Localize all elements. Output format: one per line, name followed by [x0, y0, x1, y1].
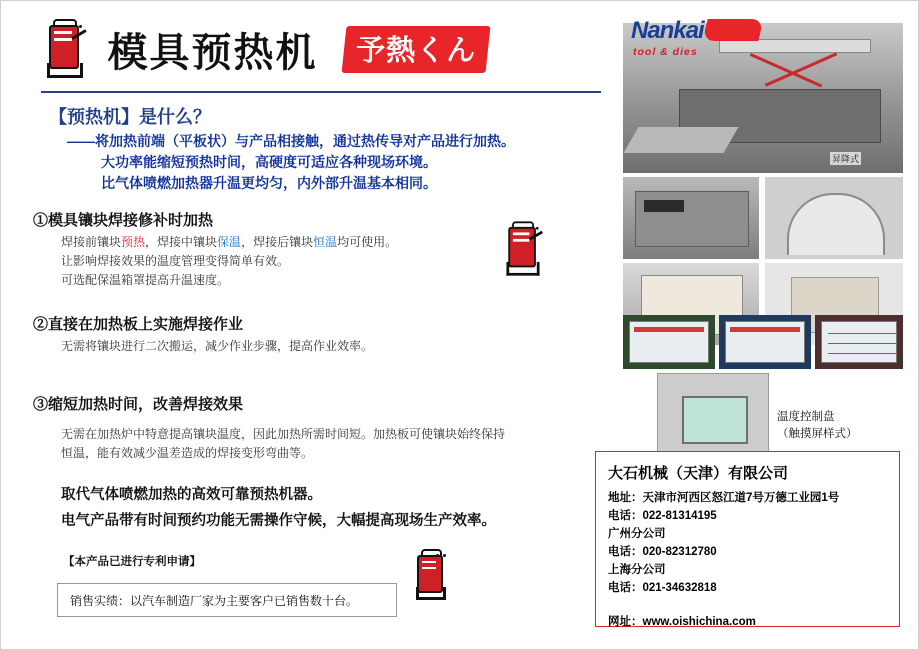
brand-logo	[631, 17, 761, 61]
header-divider	[41, 91, 601, 93]
intro-line-1: ——将加热前端（平板状）与产品相接触，通过热传导对产品进行加热。	[67, 133, 515, 149]
product-logo-badge	[341, 26, 490, 73]
document-header	[41, 19, 601, 91]
photo-insulation-cover	[765, 177, 903, 259]
s1l1-highlight-keepwarm: 保温	[217, 235, 242, 249]
company-tel-shanghai: 电话：021-34632818	[608, 582, 717, 594]
photo-touch-screen	[682, 396, 748, 444]
control-panel-caption-line-1: 温度控制盘	[777, 411, 835, 423]
brand-swoosh-icon	[702, 19, 763, 41]
photo-machine-side	[623, 177, 759, 259]
photo-screen-3-display	[821, 321, 897, 363]
intro-paragraph	[67, 131, 597, 194]
intro-line-2: 大功率能缩短预热时间，高硬度可适应各种现场环境。	[101, 154, 437, 170]
photo-cover-arch	[787, 193, 885, 255]
section-heading-2: ②直接在加热板上实施焊接作业	[33, 316, 244, 333]
intro-line-3: 比气体喷燃加热器升温更均匀，内外部升温基本相同。	[101, 175, 437, 191]
section-heading-1: ①模具镶块焊接修补时加热	[33, 212, 214, 229]
section-body-2	[61, 337, 581, 356]
intro-question: 【预热机】是什么？	[49, 107, 211, 127]
photo-led-display	[644, 200, 684, 212]
mascot-eye-right	[79, 25, 82, 28]
sales-note-text: 销售实绩：以汽车制造厂家为主要客户已销售数十台。	[70, 593, 359, 608]
photo-screen-1	[623, 315, 715, 369]
mascot-legs	[47, 63, 83, 78]
section-heading-3: ③缩短加热时间，改善焊接效果	[33, 396, 244, 413]
control-panel-caption	[777, 409, 907, 443]
company-branch-shanghai: 上海分公司	[608, 564, 666, 576]
s1l1-highlight-preheat: 预热	[121, 235, 146, 249]
company-name: 大石机械（天津）有限公司	[608, 465, 789, 482]
photo-screen-3-graph	[815, 315, 903, 369]
company-info-box	[595, 451, 900, 627]
section-1-line-2: 让影响焊接效果的温度管理变得简单有效。	[61, 254, 290, 268]
section-3-line-1: 无需在加热炉中特意提高镶块温度，因此加热所需时间短。加热板可使镶块始终保持	[61, 427, 506, 441]
photo-panel	[635, 191, 749, 247]
company-tel-guangzhou: 电话：020-82312780	[608, 546, 717, 558]
conclusion-line-1: 取代气体喷燃加热的高效可靠预热机器。	[61, 487, 322, 503]
section-body-3	[61, 425, 581, 463]
mascot-eye-right-2	[536, 227, 539, 230]
photo-screen-2	[719, 315, 811, 369]
conclusion-line-2: 电气产品带有时间预约功能无需操作守候，大幅提高现场生产效率。	[61, 513, 496, 529]
heater-mascot-icon-3	[411, 549, 451, 601]
section-3-line-2: 恒温，能有效减少温差造成的焊接变形弯曲等。	[61, 446, 314, 460]
sales-note-box	[57, 583, 397, 617]
mascot-eye-right-3	[443, 554, 446, 557]
s1l1-mid: ，焊接中镶块	[145, 235, 218, 249]
photo-screen-1-display	[629, 321, 709, 363]
heater-mascot-icon	[41, 19, 89, 79]
brand-name: Nankai	[631, 17, 704, 44]
company-tel-main: 电话：022-81314195	[608, 510, 717, 522]
mascot-legs-3	[416, 587, 446, 600]
s1l1-pre: 焊接前镶块	[61, 235, 122, 249]
product-logo-text: 予熱くん	[356, 34, 477, 67]
s1l1-post: 均可使用。	[337, 235, 398, 249]
s1l1-highlight-hold: 恒温	[313, 235, 338, 249]
company-website[interactable]: 网址：www.oishichina.com	[608, 616, 756, 628]
section-2-line-1: 无需将镶块进行二次搬运，减少作业步骤，提高作业效率。	[61, 339, 374, 353]
control-panel-caption-line-2: （触摸屏样式）	[777, 428, 858, 440]
patent-note: 【本产品已进行专利申请】	[63, 556, 201, 568]
photo-screen-2-display	[725, 321, 805, 363]
page-title: 模具预热机	[107, 30, 318, 75]
company-address: 地址：天津市河西区怒江道7号万德工业园1号	[608, 492, 840, 504]
section-1-line-3: 可选配保温箱罩提高升温速度。	[61, 273, 230, 287]
photo-machine-ramp	[623, 127, 738, 153]
mascot-legs-2	[506, 262, 539, 276]
heater-mascot-icon-2	[501, 221, 545, 276]
s1l1-mid2: ，焊接后镶块	[241, 235, 314, 249]
company-branch-guangzhou: 广州分公司	[608, 528, 666, 540]
photo-main-caption: 昇降式	[831, 154, 859, 164]
brand-tagline: tool & dies	[633, 46, 698, 58]
